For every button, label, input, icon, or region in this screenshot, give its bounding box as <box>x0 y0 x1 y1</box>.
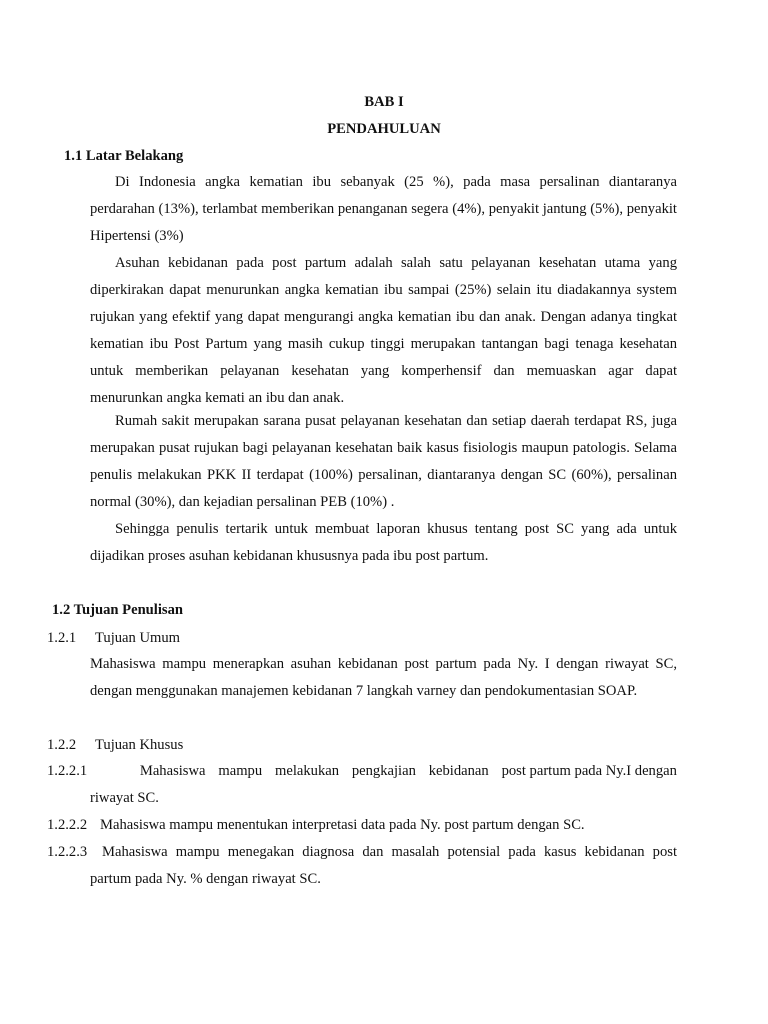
subsection-number: 1.2.1 <box>47 630 77 646</box>
section-heading-latar-belakang: 1.1 Latar Belakang <box>64 148 184 164</box>
list-item-1-2-2-3 <box>47 839 677 893</box>
section-heading-tujuan-penulisan: 1.2 Tujuan Penulisan <box>52 602 184 618</box>
item-number: 1.2.2.3 <box>47 844 88 860</box>
item-word: melakukan <box>274 763 340 779</box>
list-item-1-2-2-2 <box>47 812 677 839</box>
paragraph-2: Asuhan kebidanan pada post partum adalah salah satu pelayanan kesehatan utama yang diperkirakan dapat menurunkan angka kematian ibu sampai (25%) selain itu diadakannya system rujukan yang efektif yang dapat mengurangi angka kematian ibu dan anak. Dengan adanya tingkat kematian ibu Post Partum yang masih cukup tinggi merupakan tantangan bagi tenaga kesehatan untuk memberikan pelayanan kesehatan yang komperhensif dan memuaskan agar dapat menurunkan angka kemati an ibu dan anak. <box>90 255 677 406</box>
item-word: pengkajian <box>351 763 416 779</box>
item-word: post partum pada Ny.I dengan <box>501 763 677 779</box>
item-number: 1.2.2.2 <box>47 817 88 833</box>
item-continuation: partum pada Ny. % dengan riwayat SC. <box>90 871 321 887</box>
paragraph-3: Rumah sakit merupakan sarana pusat pelayanan kesehatan dan setiap daerah terdapat RS, juga merupakan pusat rujukan bagi pelayanan kesehatan baik kasus fisiologis maupun patologis. Selama penulis melakukan PKK II terdapat (100%) persalinan, diantaranya dengan SC (60%), persalinan normal (30%), dan kejadian persalinan PEB (10%) . <box>90 413 677 510</box>
chapter-number: BAB I <box>364 94 404 110</box>
item-text: Mahasiswa mampu menegakan diagnosa dan masalah potensial pada kasus kebidanan post <box>102 844 677 860</box>
list-item-1-2-2-1 <box>47 758 677 812</box>
subsection-title: Tujuan Umum <box>95 630 181 646</box>
tujuan-umum-text: Mahasiswa mampu menerapkan asuhan kebidanan post partum pada Ny. I dengan riwayat SC, dengan menggunakan manajemen kebidanan 7 langkah varney dan pendokumentasian SOAP. <box>90 656 677 699</box>
item-word: Mahasiswa <box>139 763 206 779</box>
item-number: 1.2.2.1 <box>47 763 88 779</box>
subsection-title: Tujuan Khusus <box>95 737 184 753</box>
item-continuation: riwayat SC. <box>90 790 159 806</box>
subsection-1-2-2 <box>47 736 183 754</box>
subsection-1-2-1 <box>47 629 180 647</box>
subsection-number: 1.2.2 <box>47 737 77 753</box>
item-text: Mahasiswa mampu menentukan interpretasi data pada Ny. post partum dengan SC. <box>100 817 585 833</box>
item-word: kebidanan <box>428 763 489 779</box>
paragraph-1: Di Indonesia angka kematian ibu sebanyak (25 %), pada masa persalinan diantaranya perdarahan (13%), terlambat memberikan penanganan segera (4%), penyakit jantung (5%), penyakit Hipertensi (3%) <box>90 174 677 244</box>
item-word: mampu <box>218 763 263 779</box>
chapter-title: PENDAHULUAN <box>327 121 441 137</box>
paragraph-4: Sehingga penulis tertarik untuk membuat laporan khusus tentang post SC yang ada untuk dijadikan proses asuhan kebidanan khususnya pada ibu post partum. <box>90 521 677 564</box>
